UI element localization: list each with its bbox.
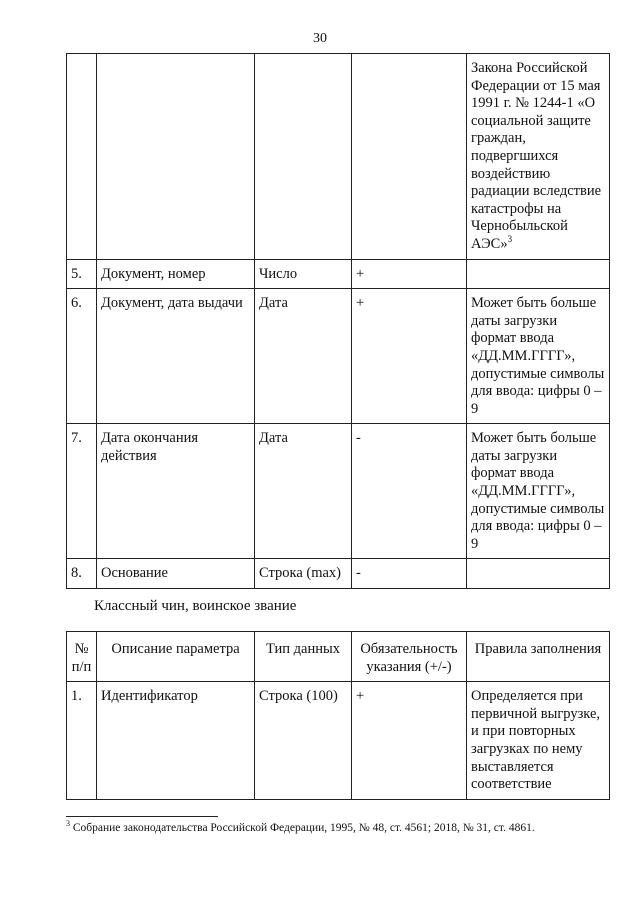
description-cell: Дата окончания действия	[97, 424, 255, 559]
parameters-table-continued	[66, 53, 610, 589]
required-cell	[352, 54, 467, 260]
data-type-cell: Строка (100)	[255, 682, 352, 800]
data-type-cell	[255, 54, 352, 260]
table-row	[67, 54, 610, 260]
table-row	[67, 259, 610, 289]
rank-parameters-table	[66, 631, 610, 800]
required-cell: -	[352, 424, 467, 559]
rules-cell: Может быть больше даты загрузки формат ввода «ДД.ММ.ГГГГ», допустимые символы для ввода: цифры 0 – 9	[467, 289, 610, 424]
description-cell: Основание	[97, 559, 255, 589]
required-cell: +	[352, 259, 467, 289]
row-number-cell: 6.	[67, 289, 97, 424]
page-number: 30	[313, 31, 327, 46]
required-cell: +	[352, 289, 467, 424]
header-number: № п/п	[67, 632, 97, 682]
footnote-text: Собрание законодательства Российской Федерации, 1995, № 48, ст. 4561; 2018, № 31, ст. 4861.	[72, 822, 535, 834]
rules-cell: Определяется при первичной выгрузке, и при повторных загрузках по нему выставляется соответствие	[467, 682, 610, 800]
table-row	[67, 559, 610, 589]
header-rules: Правила заполнения	[467, 632, 610, 682]
row-number-cell: 8.	[67, 559, 97, 589]
rules-text: Закона Российской Федерации от 15 мая 1991 г. № 1244-1 «О социальной защите граждан, подвергшихся воздействию радиации вследствие катастрофы на Чернобыльской АЭС»	[471, 60, 602, 252]
rules-cell	[467, 559, 610, 589]
table-header-row	[67, 632, 610, 682]
header-data-type: Тип данных	[255, 632, 352, 682]
section-title: Классный чин, воинское звание	[94, 598, 297, 614]
footnote-divider	[66, 816, 218, 817]
data-type-cell: Строка (max)	[255, 559, 352, 589]
footnote	[66, 819, 535, 834]
footnote-marker: 3	[66, 819, 70, 829]
table-row	[67, 289, 610, 424]
header-description: Описание параметра	[97, 632, 255, 682]
description-cell: Идентификатор	[97, 682, 255, 800]
required-cell: -	[352, 559, 467, 589]
rules-cell	[467, 54, 610, 260]
footnote-reference: 3	[507, 234, 513, 245]
header-required: Обязательность указания (+/-)	[352, 632, 467, 682]
description-cell: Документ, номер	[97, 259, 255, 289]
data-type-cell: Дата	[255, 289, 352, 424]
row-number-cell: 5.	[67, 259, 97, 289]
rules-cell: Может быть больше даты загрузки формат ввода «ДД.ММ.ГГГГ», допустимые символы для ввода: цифры 0 – 9	[467, 424, 610, 559]
data-type-cell: Число	[255, 259, 352, 289]
required-cell: +	[352, 682, 467, 800]
table-row	[67, 424, 610, 559]
data-type-cell: Дата	[255, 424, 352, 559]
table-row	[67, 682, 610, 800]
row-number-cell: 7.	[67, 424, 97, 559]
row-number-cell	[67, 54, 97, 260]
description-cell	[97, 54, 255, 260]
rules-cell	[467, 259, 610, 289]
description-cell: Документ, дата выдачи	[97, 289, 255, 424]
row-number-cell: 1.	[67, 682, 97, 800]
